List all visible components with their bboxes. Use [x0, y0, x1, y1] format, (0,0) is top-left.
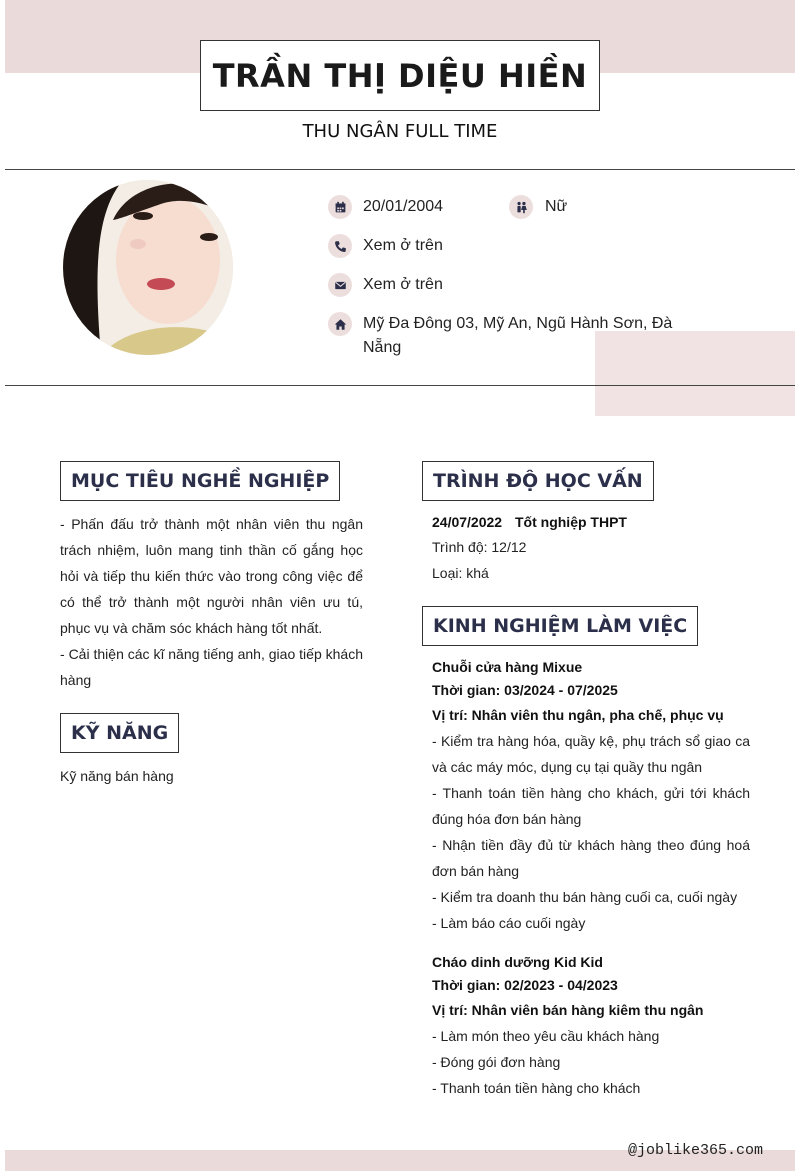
education-grade: Loại: khá: [432, 565, 489, 581]
address-line-1: Mỹ Đa Đông 03, Mỹ An, Ngũ Hành Sơn, Đà: [363, 315, 673, 332]
name-box: [200, 40, 600, 111]
job-1-task-5: - Làm báo cáo cuối ngày: [432, 915, 586, 931]
profile-divider: [5, 385, 795, 386]
job-1-task-3: - Nhận tiền đầy đủ từ khách hàng theo đúng hoá đơn bán hàng: [432, 837, 750, 879]
gender-icon: [509, 195, 533, 219]
education-date: 24/07/2022: [432, 514, 503, 530]
job-2-task-1: - Làm món theo yêu cầu khách hàng: [432, 1028, 660, 1044]
experience-title: KINH NGHIỆM LÀM VIỆC: [433, 615, 688, 637]
job-1-position: Vị trí: Nhân viên thu ngân, pha chế, phục vụ: [432, 707, 724, 723]
experience-section-header: [422, 606, 698, 646]
email: Xem ở trên: [363, 276, 443, 293]
education-section-header: [422, 461, 654, 501]
birthdate: 20/01/2004: [363, 198, 444, 215]
job-2-task-3: - Thanh toán tiền hàng cho khách: [432, 1080, 641, 1096]
avatar-portrait-image: [63, 180, 233, 355]
job-1-task-4: - Kiểm tra doanh thu bán hàng cuối ca, cuối ngày: [432, 889, 738, 905]
address-line-2: Nẵng: [363, 339, 402, 356]
avatar: [63, 180, 233, 355]
education-degree: Tốt nghiệp THPT: [515, 514, 627, 530]
job-1-task-1: - Kiểm tra hàng hóa, quầy kệ, phụ trách sổ giao ca và các máy móc, dụng cụ tại quầy thu ngân: [432, 733, 750, 775]
watermark-text: @joblike365.com: [628, 1142, 764, 1159]
decorative-side-band: [595, 331, 795, 416]
calendar-icon: [328, 195, 352, 219]
skill-item: Kỹ năng bán hàng: [60, 768, 174, 784]
objective-section-header: [60, 461, 340, 501]
home-icon: [328, 312, 352, 336]
candidate-name: TRẦN THỊ DIỆU HIỀN: [212, 56, 588, 95]
job-2-company: Cháo dinh dưỡng Kid Kid: [432, 954, 603, 970]
skills-section-header: [60, 713, 179, 753]
phone-icon: [328, 234, 352, 258]
job-2-period: Thời gian: 02/2023 - 04/2023: [432, 977, 618, 993]
phone: Xem ở trên: [363, 237, 443, 254]
objective-paragraph-2: - Cải thiện các kĩ năng tiếng anh, giao tiếp khách hàng: [60, 646, 363, 688]
envelope-icon: [328, 273, 352, 297]
header-divider: [5, 169, 795, 170]
job-2-position: Vị trí: Nhân viên bán hàng kiêm thu ngân: [432, 1002, 704, 1018]
job-2-task-2: - Đóng gói đơn hàng: [432, 1054, 561, 1070]
skills-title: KỸ NĂNG: [71, 722, 169, 744]
education-title: TRÌNH ĐỘ HỌC VẤN: [433, 470, 643, 492]
job-1-task-2: - Thanh toán tiền hàng cho khách, gửi tới khách đúng hóa đơn bán hàng: [432, 785, 750, 827]
job-1-period: Thời gian: 03/2024 - 07/2025: [432, 682, 618, 698]
education-level: Trình độ: 12/12: [432, 539, 527, 555]
objective-paragraph-1: - Phấn đấu trở thành một nhân viên thu ngân trách nhiệm, luôn mang tinh thần cố gắng học hỏi và tiếp thu kiến thức vào trong công việc để có thể trở thành một người nhân viên ưu tú, phục vụ và chăm sóc khách hàng tốt nhất.: [60, 516, 363, 636]
job-title: THU NGÂN FULL TIME: [302, 121, 498, 142]
gender: Nữ: [545, 198, 568, 215]
job-1-company: Chuỗi cửa hàng Mixue: [432, 659, 583, 675]
objective-title: MỤC TIÊU NGHỀ NGHIỆP: [71, 470, 330, 492]
